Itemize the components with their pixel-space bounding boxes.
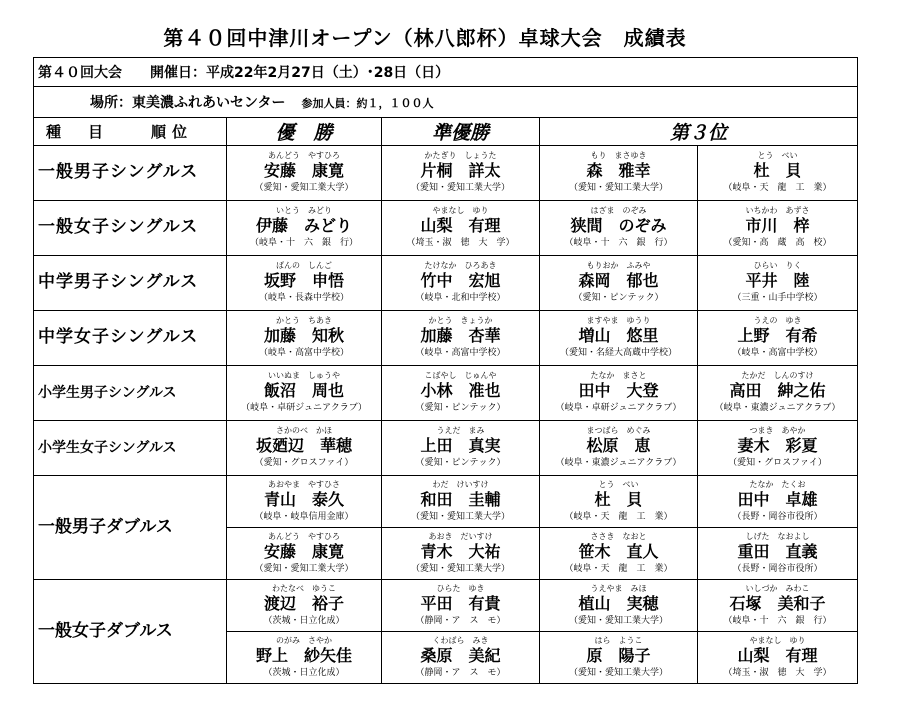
- player-name: 松原 恵: [586, 436, 651, 455]
- player-name: 小林 准也: [420, 381, 501, 400]
- player-ruby: とう べい: [757, 151, 798, 160]
- player-cell: [698, 632, 858, 684]
- player-cell: [698, 476, 858, 528]
- header-category: 種 目 順位: [34, 118, 227, 146]
- player-affiliation: （愛知・愛知工業大学）: [568, 183, 668, 193]
- player-affiliation: （愛知・グロスファイ）: [728, 458, 827, 468]
- player-affiliation: （岐阜・十 六 銀 行）: [564, 238, 673, 248]
- player-name: 森 雅幸: [586, 161, 651, 180]
- venue: 場所：東美濃ふれあいセンター: [90, 95, 286, 111]
- player-affiliation: （岐阜・高富中学校）: [415, 348, 506, 358]
- player-name: 植山 実穂: [578, 593, 659, 613]
- player-cell: [382, 366, 540, 421]
- player-affiliation: （岐阜・東濃ジュニアクラブ）: [714, 403, 841, 413]
- player-cell: [227, 256, 382, 311]
- player-name: 森岡 郁也: [578, 271, 659, 290]
- player-ruby: わたなべ ゆうこ: [272, 583, 336, 593]
- player-cell: [698, 528, 858, 580]
- player-affiliation: （愛知・愛知工業大学）: [568, 667, 668, 678]
- player-cell: [540, 146, 698, 201]
- player-name: 増山 悠里: [578, 326, 659, 345]
- player-cell: [698, 201, 858, 256]
- player-ruby: かとう きょうか: [428, 316, 493, 325]
- player-ruby: くわばら みき: [432, 635, 489, 645]
- player-cell: [698, 421, 858, 476]
- table-row: [34, 146, 858, 201]
- player-affiliation: （岐阜・岐阜信用金庫）: [254, 511, 354, 522]
- player-cell: [227, 476, 382, 528]
- player-ruby: うえの ゆき: [753, 316, 802, 325]
- player-ruby: たなか たくお: [749, 479, 806, 489]
- player-ruby: かとう ちあき: [276, 316, 332, 325]
- player-affiliation: （岐阜・北和中学校）: [415, 293, 506, 303]
- player-name: 重田 直義: [737, 541, 818, 561]
- page-title: 第４０回中津川オープン（林八郎杯）卓球大会 成績表: [163, 26, 687, 50]
- player-affiliation: （埼玉・淑 徳 大 学）: [406, 238, 515, 248]
- player-ruby: あおやま やすひさ: [268, 479, 340, 489]
- table-row: [34, 476, 858, 528]
- player-name: 杜 貝: [753, 161, 802, 180]
- player-ruby: いちかわ あずさ: [745, 206, 810, 215]
- player-affiliation: （岐阜・天 龍 工 業）: [564, 511, 673, 522]
- player-name: 加藤 杏華: [420, 326, 501, 345]
- player-affiliation: （岐阜・長森中学校）: [258, 293, 349, 303]
- player-cell: [227, 580, 382, 632]
- player-name: 坂野 申悟: [263, 271, 344, 290]
- player-cell: [382, 201, 540, 256]
- player-cell: [227, 311, 382, 366]
- player-affiliation: （茨城・日立化成）: [263, 615, 345, 626]
- player-ruby: とう べい: [598, 479, 639, 489]
- player-affiliation: （愛知・グロスファイ）: [254, 458, 354, 468]
- player-ruby: あおき だいすけ: [428, 531, 493, 541]
- player-ruby: もり まさゆき: [590, 151, 647, 160]
- player-cell: [382, 528, 540, 580]
- player-name: 竹中 宏旭: [420, 271, 501, 290]
- category-cell: 一般男子ダブルス: [34, 476, 227, 580]
- player-ruby: ますやま ゆうり: [586, 316, 651, 325]
- player-cell: [382, 146, 540, 201]
- player-cell: [227, 528, 382, 580]
- category-cell: 一般女子シングルス: [34, 201, 227, 256]
- player-ruby: たけなか ひろあき: [424, 261, 497, 270]
- player-name: 坂廼辺 華穂: [255, 436, 352, 455]
- table-row: [34, 580, 858, 632]
- player-ruby: やまなし ゆり: [749, 635, 806, 645]
- player-ruby: いとう みどり: [276, 206, 332, 215]
- player-cell: [227, 366, 382, 421]
- player-cell: [540, 632, 698, 684]
- player-cell: [540, 528, 698, 580]
- player-name: 上田 真実: [420, 436, 501, 455]
- player-cell: [540, 476, 698, 528]
- venue-line: [34, 87, 858, 118]
- player-name: 安藤 康寛: [263, 161, 344, 180]
- player-affiliation: （長野・岡谷市役所）: [732, 511, 823, 522]
- player-affiliation: （岐阜・天 龍 工 業）: [723, 183, 832, 193]
- table-row: [34, 256, 858, 311]
- results-table: [33, 57, 858, 684]
- player-ruby: たかだ しんのすけ: [741, 371, 814, 380]
- player-name: 高田 紳之佑: [729, 381, 826, 400]
- player-affiliation: （岐阜・卓研ジュニアクラブ）: [555, 403, 682, 413]
- player-cell: [698, 311, 858, 366]
- player-ruby: まつばら めぐみ: [586, 426, 651, 435]
- player-ruby: もりおか ふみや: [586, 261, 651, 270]
- player-cell: [698, 146, 858, 201]
- player-cell: [227, 146, 382, 201]
- player-ruby: うえだ まみ: [436, 426, 485, 435]
- player-affiliation: （岐阜・高富中学校）: [732, 348, 823, 358]
- player-affiliation: （静岡・ア ス モ）: [415, 615, 506, 626]
- player-affiliation: （岐阜・東濃ジュニアクラブ）: [555, 458, 682, 468]
- player-affiliation: （愛知・愛知工業大学）: [254, 563, 354, 574]
- player-name: 青山 泰久: [263, 489, 344, 509]
- player-name: 和田 圭輔: [420, 489, 501, 509]
- player-name: 片桐 詳太: [420, 161, 501, 180]
- player-ruby: いいぬま しゅうや: [268, 371, 340, 380]
- header-runner-up: 準優勝: [382, 118, 540, 146]
- header-third: 第３位: [540, 118, 858, 146]
- player-affiliation: （岐阜・十 六 銀 行）: [249, 238, 358, 248]
- player-cell: [382, 421, 540, 476]
- player-cell: [698, 580, 858, 632]
- player-name: 青木 大祐: [420, 541, 501, 561]
- player-ruby: いしづか みわこ: [745, 583, 810, 593]
- category-cell: 小学生女子シングルス: [34, 421, 227, 476]
- player-name: 石塚 美和子: [729, 593, 826, 613]
- header-winner: 優 勝: [227, 118, 382, 146]
- player-name: 安藤 康寛: [263, 541, 344, 561]
- player-ruby: のがみ さやか: [276, 635, 332, 645]
- player-ruby: うえやま みほ: [590, 583, 647, 593]
- event-info-line: 第４０回大会 開催日：平成22年2月27日（土）･28日（日）: [34, 58, 858, 87]
- player-affiliation: （岐阜・天 龍 工 業）: [564, 563, 673, 574]
- player-ruby: あんどう やすひろ: [268, 531, 340, 541]
- player-name: 野上 紗矢佳: [255, 645, 352, 665]
- player-cell: [382, 256, 540, 311]
- player-ruby: ひらい りく: [753, 261, 802, 270]
- player-ruby: さかのべ かほ: [276, 426, 332, 435]
- player-affiliation: （愛知・愛知工業大学）: [410, 511, 510, 522]
- player-name: 山梨 有理: [420, 216, 501, 235]
- player-name: 笹木 直人: [578, 541, 659, 561]
- player-affiliation: （岐阜・十 六 銀 行）: [723, 615, 832, 626]
- table-row: [34, 201, 858, 256]
- player-ruby: ささき なおと: [590, 531, 647, 541]
- player-cell: [227, 201, 382, 256]
- player-ruby: しげた なおよし: [745, 531, 810, 541]
- player-name: 田中 大登: [578, 381, 659, 400]
- player-affiliation: （愛知・愛知工業大学）: [568, 615, 668, 626]
- player-cell: [227, 421, 382, 476]
- table-row: [34, 366, 858, 421]
- player-ruby: はざま のぞみ: [590, 206, 647, 215]
- player-name: 原 陽子: [586, 645, 651, 665]
- player-name: 渡辺 裕子: [263, 593, 344, 613]
- player-name: 桑原 美紀: [420, 645, 501, 665]
- category-cell: 中学女子シングルス: [34, 311, 227, 366]
- player-affiliation: （岐阜・高富中学校）: [258, 348, 349, 358]
- player-name: 田中 卓雄: [737, 489, 818, 509]
- player-affiliation: （埼玉・淑 徳 大 学）: [723, 667, 832, 678]
- player-affiliation: （愛知・愛知工業大学）: [410, 563, 510, 574]
- player-cell: [540, 201, 698, 256]
- player-affiliation: （長野・岡谷市役所）: [732, 563, 823, 574]
- player-ruby: ひらた ゆき: [436, 583, 485, 593]
- player-affiliation: （愛知・ピンテック）: [573, 293, 664, 303]
- player-cell: [698, 256, 858, 311]
- player-ruby: あんどう やすひろ: [268, 151, 340, 160]
- player-affiliation: （愛知・名経大高蔵中学校）: [559, 348, 677, 358]
- player-ruby: やまなし ゆり: [432, 206, 489, 215]
- category-cell: 中学男子シングルス: [34, 256, 227, 311]
- player-affiliation: （三重・山手中学校）: [732, 293, 823, 303]
- player-affiliation: （静岡・ア ス モ）: [415, 667, 506, 678]
- category-cell: 小学生男子シングルス: [34, 366, 227, 421]
- player-cell: [540, 256, 698, 311]
- player-name: 平田 有貴: [420, 593, 501, 613]
- player-name: 狭間 のぞみ: [570, 216, 667, 235]
- player-name: 平井 陸: [745, 271, 810, 290]
- player-cell: [540, 421, 698, 476]
- player-name: 杜 貝: [594, 489, 643, 509]
- category-cell: 一般男子シングルス: [34, 146, 227, 201]
- player-affiliation: （愛知・愛知工業大学）: [254, 183, 354, 193]
- player-cell: [382, 476, 540, 528]
- player-name: 市川 梓: [745, 216, 810, 235]
- player-name: 妻木 彩夏: [737, 436, 818, 455]
- category-cell: 一般女子ダブルス: [34, 580, 227, 684]
- player-cell: [227, 632, 382, 684]
- player-affiliation: （愛知・愛知工業大学）: [410, 183, 510, 193]
- player-ruby: たなか まさと: [590, 371, 647, 380]
- player-cell: [540, 311, 698, 366]
- player-affiliation: （愛知・ピンテック）: [415, 458, 506, 468]
- player-affiliation: （愛知・高 蔵 高 校）: [723, 238, 832, 248]
- player-name: 上野 有希: [737, 326, 818, 345]
- player-ruby: わだ けいすけ: [432, 479, 489, 489]
- player-ruby: つまき あやか: [749, 426, 806, 435]
- player-ruby: かたぎり しょうた: [424, 151, 497, 160]
- player-affiliation: （茨城・日立化成）: [263, 667, 345, 678]
- player-ruby: はら ようこ: [594, 635, 643, 645]
- player-affiliation: （愛知・ピンテック）: [415, 403, 506, 413]
- table-row: [34, 311, 858, 366]
- player-cell: [540, 580, 698, 632]
- player-ruby: ばんの しんご: [276, 261, 332, 270]
- player-cell: [382, 311, 540, 366]
- player-cell: [540, 366, 698, 421]
- player-name: 伊藤 みどり: [255, 216, 352, 235]
- player-name: 飯沼 周也: [263, 381, 344, 400]
- player-affiliation: （岐阜・卓研ジュニアクラブ）: [241, 403, 367, 413]
- participants: 参加人員：約１，１００人: [301, 97, 434, 110]
- player-name: 加藤 知秋: [263, 326, 344, 345]
- player-ruby: こばやし じゅんや: [424, 371, 497, 380]
- player-cell: [382, 580, 540, 632]
- player-cell: [698, 366, 858, 421]
- table-row: [34, 421, 858, 476]
- table-header: [34, 118, 858, 146]
- player-cell: [382, 632, 540, 684]
- player-name: 山梨 有理: [737, 645, 818, 665]
